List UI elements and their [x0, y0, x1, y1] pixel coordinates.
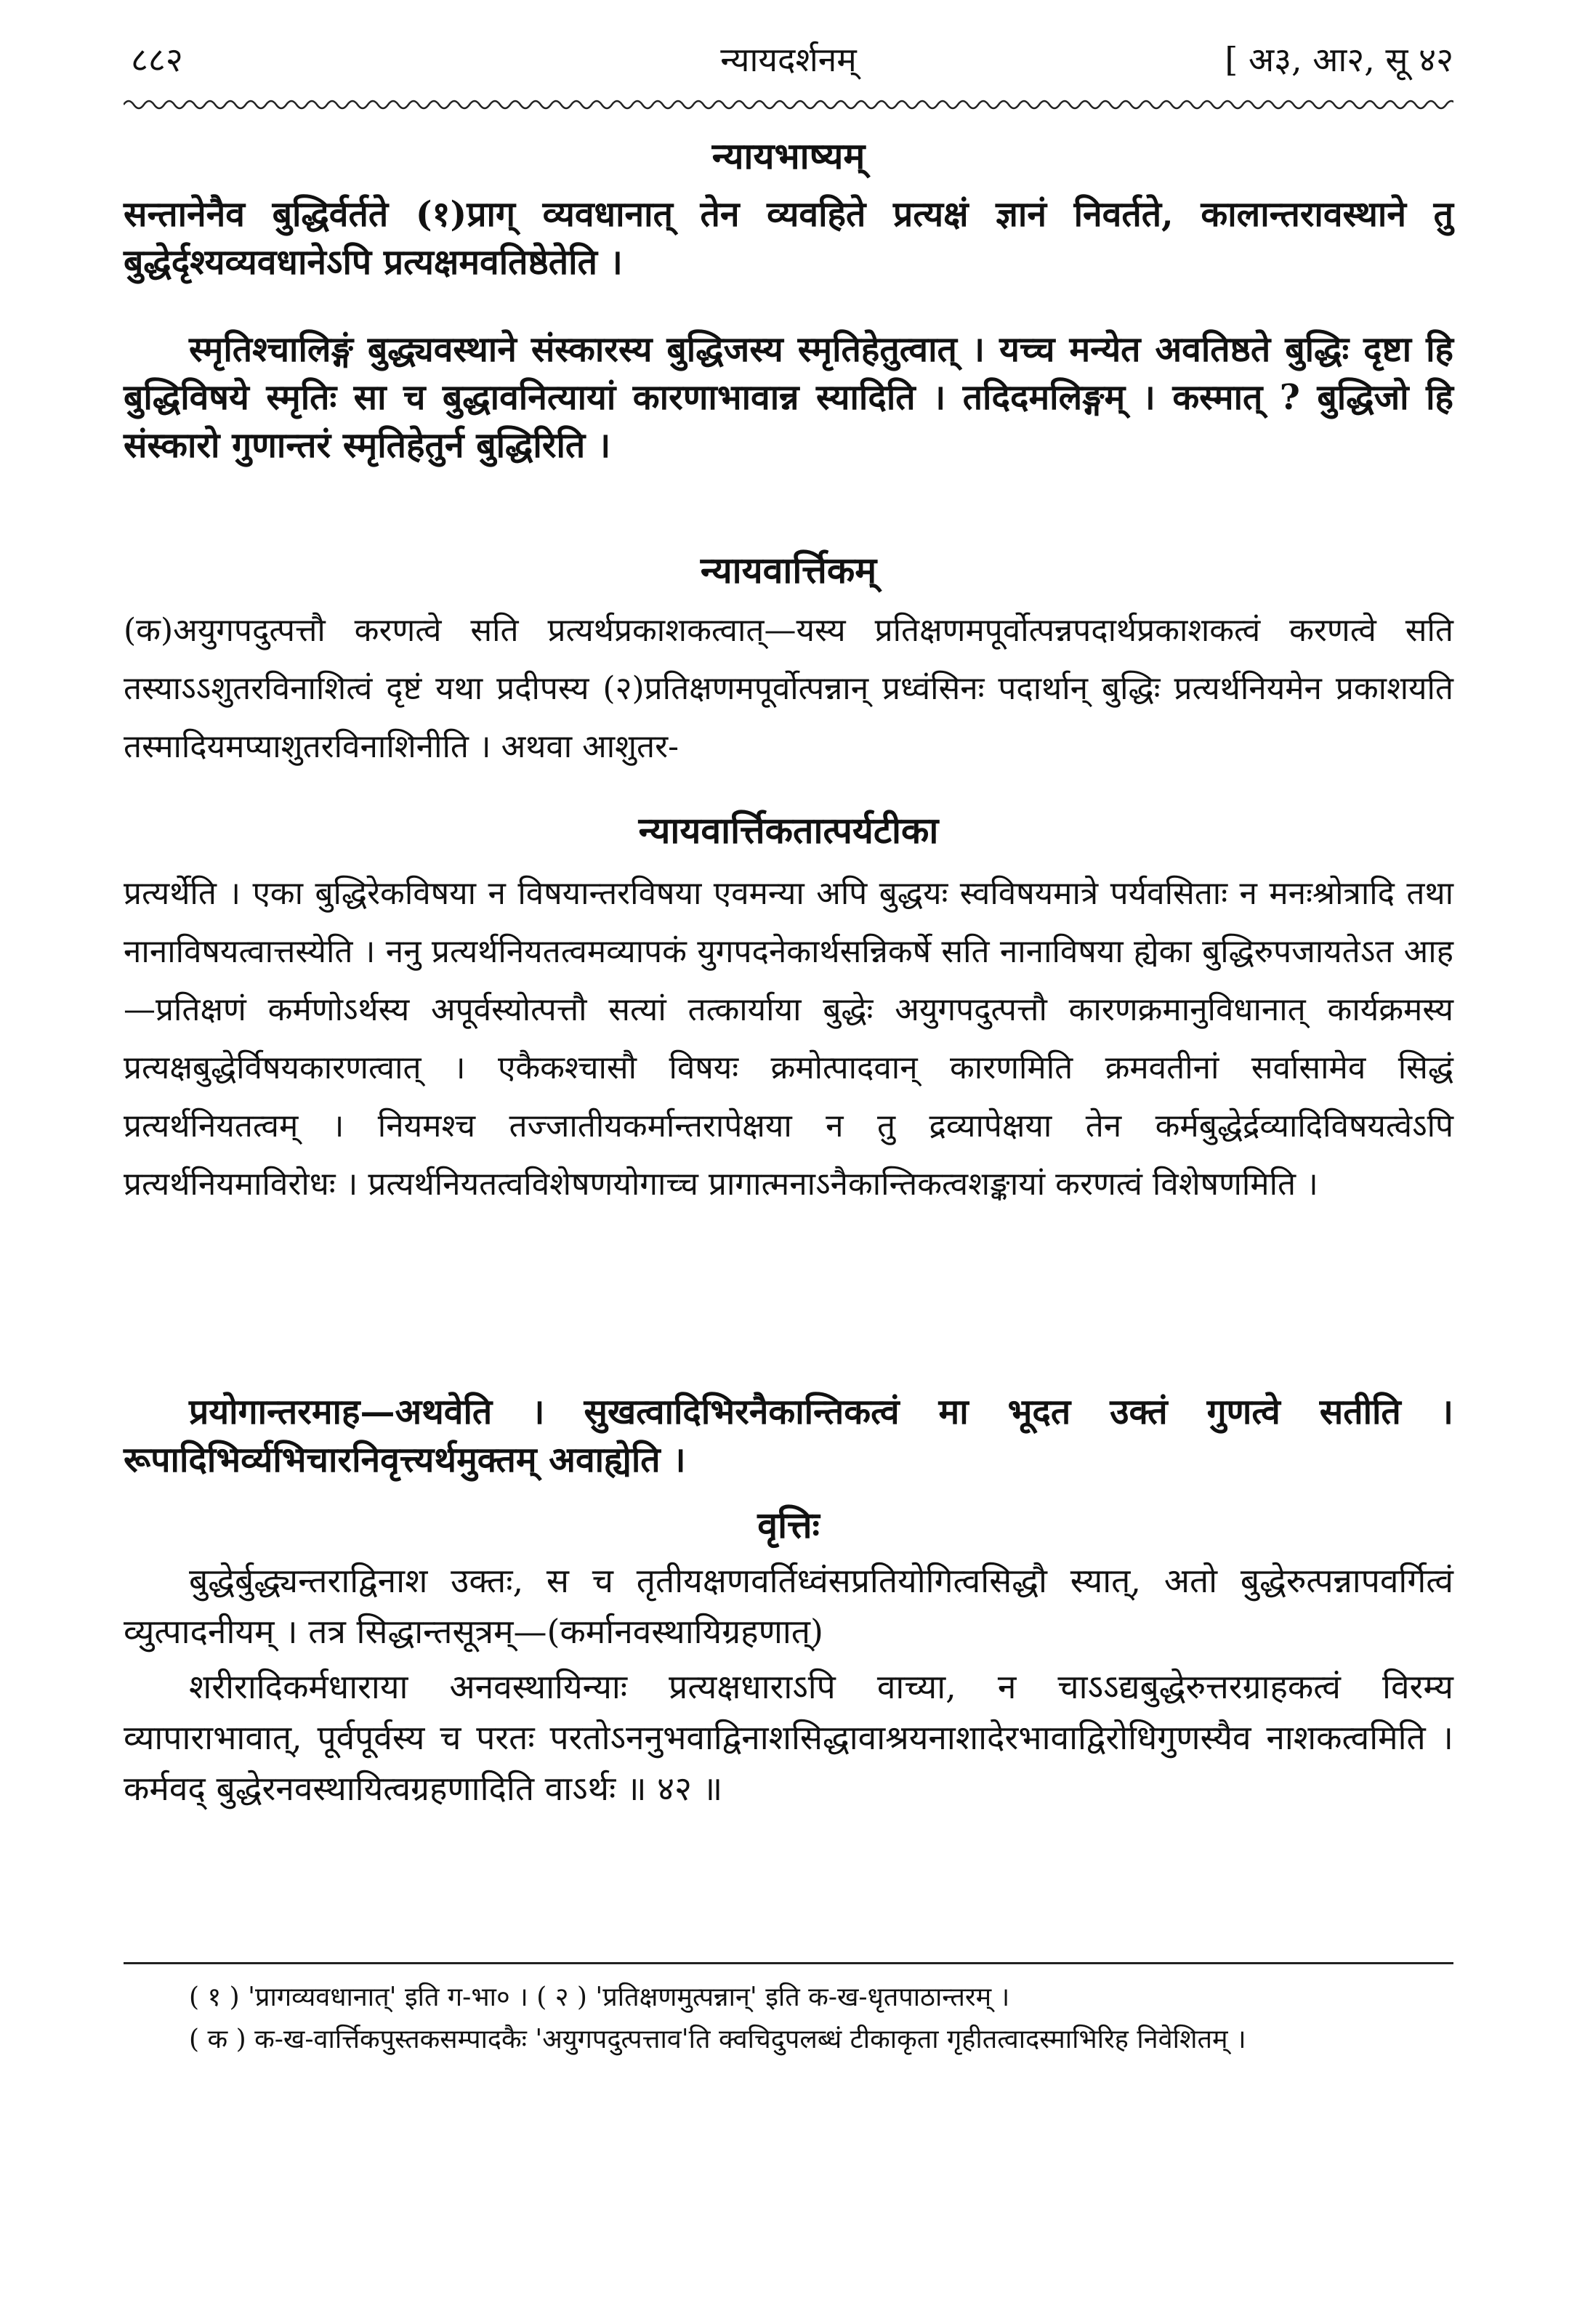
page-number: ८८२: [131, 40, 183, 79]
section-reference: [ अ३, आ२, सू ४२: [1225, 40, 1453, 79]
tika-paragraph-1: प्रत्यर्थेति । एका बुद्धिरेकविषया न विषयान्तरविषया एवमन्या अपि बुद्धयः स्वविषयमात्रे पर्यवसिताः न मनःश्रोत्रादि तथा नानाविषयत्वात्तस्येति । ननु प्रत्यर्थनियतत्वमव्यापकं युगपदनेकार्थसन्निकर्षे सति नानाविषया ह्येका बुद्धिरुपजायतेऽत आह—प्रतिक्षणं कर्मणोऽर्थस्य अपूर्वस्योत्पत्तौ सत्यां तत्कार्याया बुद्धेः अयुगपदुत्पत्तौ कारणक्रमानुविधानात् कार्यक्रमस्य प्रत्यक्षबुद्धेर्विषयकारणत्वात् । एकैकश्चासौ विषयः क्रमोत्पादवान् कारणमिति क्रमवतीनां सर्वासामेव सिद्धं प्रत्यर्थनियतत्वम् । नियमश्च तज्जातीयकर्मान्तरापेक्षया न तु द्रव्यापेक्षया तेन कर्मबुद्धेर्द्रव्यादिविषयत्वेऽपि प्रत्यर्थनियमाविरोधः । प्रत्यर्थनियतत्वविशेषणयोगाच्च प्रागात्मनाऽनैकान्तिकत्वशङ्कायां करणत्वं विशेषणमिति ।: [124, 875, 1453, 1203]
bhashya-paragraph-2: स्मृतिश्चालिङ्गं बुद्ध्यवस्थाने संस्कारस्य बुद्धिजस्य स्मृतिहेतुत्वात् । यच्च मन्येत अवतिष्ठते बुद्धिः दृष्टा हि बुद्धिविषये स्मृतिः सा च बुद्धावनित्यायां कारणाभावान्न स्यादिति । तदिदमलिङ्गम् । कस्मात् ? बुद्धिजो हि संस्कारो गुणान्तरं स्मृतिहेतुर्न बुद्धिरिति ।: [124, 329, 1454, 466]
bhashya-paragraph-1: सन्तानेनैव बुद्धिर्वर्तते (१)प्राग् व्यवधानात् तेन व्यवहिते प्रत्यक्षं ज्ञानं निवर्तते, कालान्तरावस्थाने तु बुद्धेर्दृश्यव्यवधानेऽपि प्रत्यक्षमवतिष्ठेतेति ।: [124, 194, 1453, 283]
book-title: न्यायदर्शनम्: [720, 40, 857, 79]
footnote-1: ( १ ) 'प्रागव्यवधानात्' इति ग-भा० । ( २ ) 'प्रतिक्षणमुत्पन्नान्' इति क-ख-धृतपाठान्तरम् ।: [189, 1982, 1010, 2012]
page: [124, 0, 1453, 2324]
vritti-paragraph-2: शरीरादिकर्मधाराया अनवस्थायिन्याः प्रत्यक्षधाराऽपि वाच्या, न चाऽऽद्यबुद्धेरुत्तरग्राहकत्वं विरम्य व्यापाराभावात्, पूर्वपूर्वस्य च परतः परतोऽननुभवाद्विनाशसिद्धावाश्रयनाशादेरभावाद्विरोधिगुणस्यैव नाशकत्वमिति । कर्मवद् बुद्धेरनवस्थायित्वग्रहणादिति वाऽर्थः ॥ ४२ ॥: [124, 1667, 1453, 1808]
vritti-heading: वृत्तिः: [757, 1504, 820, 1546]
footnote-2: ( क ) क-ख-वार्त्तिकपुस्तकसम्पादकैः 'अयुगपदुत्पत्ताव'ति क्वचिदुपलब्धं टीकाकृता गृहीतत्वादस्माभिरिह निवेशितम् ।: [189, 2025, 1246, 2054]
running-header: [124, 31, 1453, 89]
tika-paragraph-2: प्रयोगान्तरमाह—अथवेति । सुखत्वादिभिरनैकान्तिकत्वं मा भूदत उक्तं गुणत्वे सतीति । रूपादिभिर्व्यभिचारनिवृत्त्यर्थमुक्तम् अवाह्येति ।: [124, 1392, 1453, 1480]
footnote-separator: [124, 1962, 1453, 1964]
vritti-paragraph-1: बुद्धेर्बुद्ध्यन्तराद्विनाश उक्तः, स च तृतीयक्षणवर्तिध्वंसप्रतियोगित्वसिद्धौ स्यात्, अतो बुद्धेरुत्पन्नापवर्गित्वं व्युत्पादनीयम् । तत्र सिद्धान्तसूत्रम्—(कर्मानवस्थायिग्रहणात्): [124, 1561, 1453, 1651]
varttika-heading: न्यायवार्त्तिकम्: [700, 549, 877, 592]
varttika-paragraph-1: (क)अयुगपदुत्पत्तौ करणत्वे सति प्रत्यर्थप्रकाशकत्वात्—यस्य प्रतिक्षणमपूर्वोत्पन्नपदार्थप्रकाशकत्वं करणत्वे सति तस्याऽऽशुतरविनाशित्वं दृष्टं यथा प्रदीपस्य (२)प्रतिक्षणमपूर्वोत्पन्नान् प्रध्वंसिनः पदार्थान् बुद्धिः प्रत्यर्थनियमेन प्रकाशयति तस्मादियमप्याशुतरविनाशिनीति । अथवा आशुतर-: [124, 612, 1453, 765]
wavy-header-rule: [124, 96, 1453, 113]
bhashya-heading: न्यायभाष्यम्: [711, 134, 866, 177]
tika-heading: न्यायवार्त्तिकतात्पर्यटीका: [638, 809, 939, 852]
